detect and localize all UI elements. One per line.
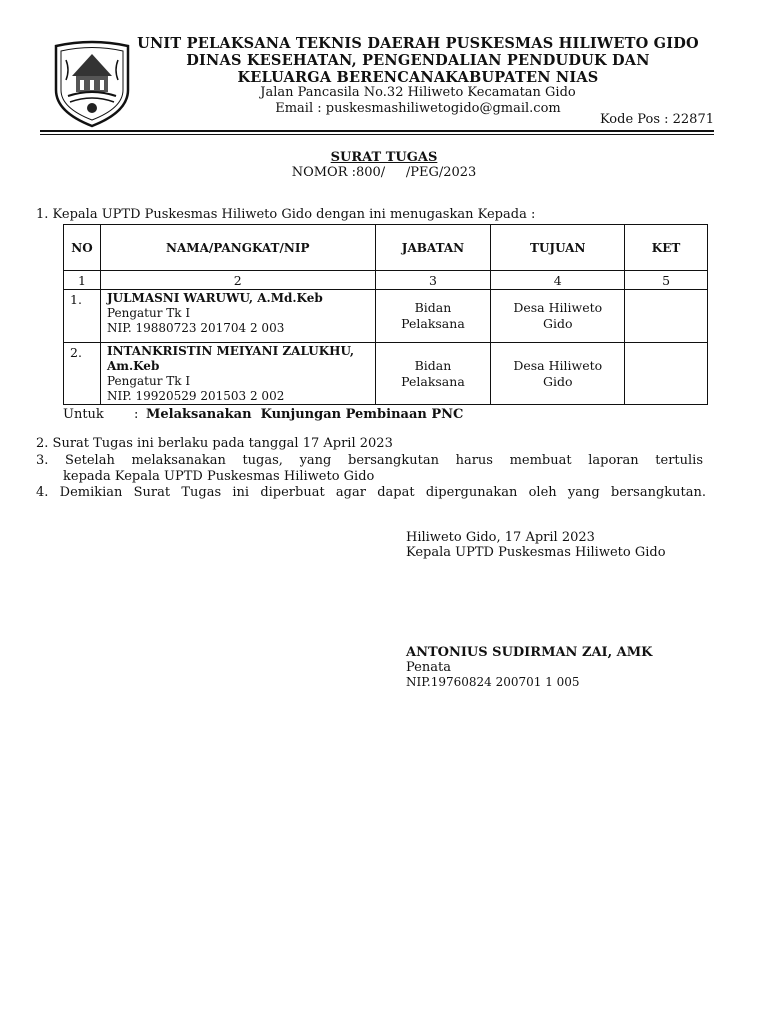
row-no: 2. — [64, 343, 101, 405]
assignment-table — [63, 224, 708, 405]
row-nama — [100, 343, 375, 405]
table-header-ket: KET — [625, 225, 708, 271]
row-nama — [100, 290, 375, 343]
table-header-tujuan: TUJUAN — [491, 225, 625, 271]
employee-nip: NIP. 19920529 201503 2 002 — [106, 389, 285, 403]
point-3: 3. Setelah melaksanakan tugas, yang bersangkutan harus membuat laporan tertulis — [36, 453, 703, 468]
table-header-no: NO — [64, 225, 101, 271]
table-row — [64, 343, 708, 405]
table-row — [64, 290, 708, 343]
table-header-nama: NAMA/PANGKAT/NIP — [100, 225, 375, 271]
index-cell: 2 — [100, 271, 375, 290]
header-rule-thin — [40, 134, 714, 135]
untuk-separator: : — [134, 407, 139, 422]
header-rule-thick — [40, 130, 714, 132]
jabatan-line: Bidan — [414, 357, 452, 373]
jabatan-line: Pelaksana — [401, 373, 465, 389]
employee-rank: Pengatur Tk I — [106, 306, 191, 320]
untuk-value: Melaksanakan Kunjungan Pembinaan PNC — [146, 407, 464, 422]
employee-name: INTANKRISTIN MEIYANI ZALUKHU, — [106, 344, 354, 358]
point-1: 1. Kepala UPTD Puskesmas Hiliweto Gido dengan ini menugaskan Kepada : — [36, 207, 536, 222]
index-cell: 3 — [375, 271, 491, 290]
row-no: 1. — [64, 290, 101, 343]
signature-position: Kepala UPTD Puskesmas Hiliweto Gido — [406, 545, 666, 560]
point-2: 2. Surat Tugas ini berlaku pada tanggal 17 April 2023 — [36, 436, 393, 451]
point-3-cont: kepada Kepala UPTD Puskesmas Hiliweto Gido — [63, 469, 375, 484]
index-cell: 1 — [64, 271, 101, 290]
signature-place-date: Hiliweto Gido, 17 April 2023 — [406, 530, 595, 545]
row-ket — [625, 290, 708, 343]
kop-line-3: KELUARGA BERENCANAKABUPATEN NIAS — [237, 69, 599, 86]
tujuan-line: Desa Hiliweto — [513, 300, 603, 315]
signature-nip: NIP.19760824 200701 1 005 — [406, 675, 580, 689]
kop-address: Jalan Pancasila No.32 Hiliweto Kecamatan Gido — [260, 85, 576, 100]
signature-name: ANTONIUS SUDIRMAN ZAI, AMK — [406, 645, 653, 660]
document-title: SURAT TUGAS — [330, 150, 438, 165]
employee-name-cont: Am.Keb — [106, 359, 160, 373]
jabatan-line: Bidan — [414, 300, 452, 315]
signature-rank: Penata — [406, 660, 451, 675]
row-jabatan — [375, 290, 491, 343]
row-tujuan — [491, 343, 625, 405]
table-header-row — [64, 225, 708, 271]
point-4: 4. Demikian Surat Tugas ini diperbuat agar dapat dipergunakan oleh yang bersangkutan. — [36, 485, 706, 500]
row-tujuan — [491, 290, 625, 343]
jabatan-line: Pelaksana — [401, 316, 465, 331]
row-ket — [625, 343, 708, 405]
kop-line-1: UNIT PELAKSANA TEKNIS DAERAH PUSKESMAS HILIWETO GIDO — [137, 35, 699, 52]
index-cell: 5 — [625, 271, 708, 290]
index-cell: 4 — [491, 271, 625, 290]
tujuan-line: Gido — [542, 373, 573, 389]
kop-line-2: DINAS KESEHATAN, PENGENDALIAN PENDUDUK DAN — [186, 52, 650, 69]
document-number: NOMOR :800/ /PEG/2023 — [291, 165, 477, 180]
employee-nip: NIP. 19880723 201704 2 003 — [106, 321, 285, 335]
table-index-row — [64, 271, 708, 290]
table-header-jabatan: JABATAN — [375, 225, 491, 271]
kop-email: Email : puskesmashiliwetogido@gmail.com — [275, 101, 561, 116]
kode-pos: Kode Pos : 22871 — [599, 112, 714, 127]
tujuan-line: Gido — [542, 316, 573, 331]
employee-rank: Pengatur Tk I — [106, 374, 191, 388]
untuk-label: Untuk — [63, 407, 104, 422]
row-jabatan — [375, 343, 491, 405]
tujuan-line: Desa Hiliweto — [513, 357, 603, 373]
employee-name: JULMASNI WARUWU, A.Md.Keb — [106, 291, 323, 305]
